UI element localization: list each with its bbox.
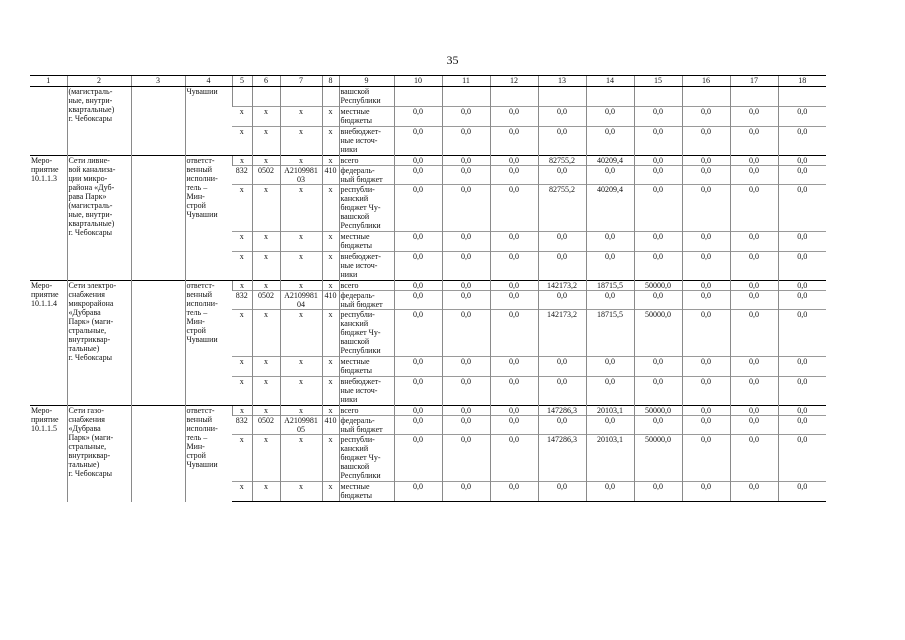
funding-source: внебюджет- ные источ- ники [339, 377, 394, 406]
funding-source: всего [339, 281, 394, 291]
table-row [30, 281, 826, 291]
amount-cell: 0,0 [682, 232, 730, 252]
amount-cell: 0,0 [682, 252, 730, 281]
column-header: 9 [339, 76, 394, 87]
amount-cell: 0,0 [490, 482, 538, 502]
classification-code: x [252, 185, 280, 232]
amount-cell: 0,0 [394, 252, 442, 281]
budget-table [30, 75, 826, 502]
amount-cell: 0,0 [634, 185, 682, 232]
classification-code: x [280, 310, 322, 357]
column-header: 3 [131, 76, 185, 87]
amount-cell: 0,0 [490, 435, 538, 482]
classification-code [252, 87, 280, 107]
classification-code: x [322, 107, 339, 127]
amount-cell: 0,0 [730, 107, 778, 127]
amount-cell: 0,0 [538, 232, 586, 252]
amount-cell: 0,0 [490, 291, 538, 310]
amount-cell: 0,0 [394, 166, 442, 185]
classification-code: x [252, 156, 280, 166]
item-code: Меро- приятие 10.1.1.5 [30, 406, 67, 502]
funding-source: внебюджет- ные источ- ники [339, 252, 394, 281]
responsible-executor: ответст- венный исполни- тель – Мин- строй Чувашии [185, 281, 232, 406]
classification-code: x [252, 357, 280, 377]
amount-cell: 0,0 [682, 310, 730, 357]
classification-code: x [252, 281, 280, 291]
amount-cell: 0,0 [682, 357, 730, 377]
table-body [30, 76, 826, 502]
classification-code: x [280, 127, 322, 156]
funding-source: местные бюджеты [339, 357, 394, 377]
amount-cell: 0,0 [682, 281, 730, 291]
amount-cell: 0,0 [538, 166, 586, 185]
amount-cell: 0,0 [634, 156, 682, 166]
classification-code: 0502 [252, 166, 280, 185]
amount-cell: 0,0 [538, 377, 586, 406]
funding-source: федераль- ный бюджет [339, 416, 394, 435]
amount-cell: 0,0 [442, 281, 490, 291]
column-header: 2 [67, 76, 131, 87]
amount-cell: 0,0 [442, 482, 490, 502]
classification-code: x [252, 406, 280, 416]
classification-code: x [280, 435, 322, 482]
amount-cell: 0,0 [586, 416, 634, 435]
classification-code: x [322, 185, 339, 232]
amount-cell: 0,0 [634, 377, 682, 406]
classification-code: x [280, 107, 322, 127]
amount-cell: 0,0 [730, 127, 778, 156]
amount-cell: 0,0 [730, 310, 778, 357]
amount-cell: 0,0 [586, 357, 634, 377]
amount-cell: 50000,0 [634, 310, 682, 357]
classification-code: x [280, 377, 322, 406]
amount-cell: 0,0 [394, 185, 442, 232]
amount-cell: 0,0 [634, 482, 682, 502]
empty-cell [131, 281, 185, 406]
amount-cell: 0,0 [394, 416, 442, 435]
classification-code: 0502 [252, 416, 280, 435]
amount-cell: 0,0 [730, 291, 778, 310]
funding-source: вашской Республики [339, 87, 394, 107]
amount-cell: 0,0 [442, 107, 490, 127]
amount-cell: 0,0 [442, 406, 490, 416]
amount-cell: 0,0 [682, 291, 730, 310]
amount-cell: 0,0 [442, 377, 490, 406]
amount-cell: 0,0 [778, 416, 826, 435]
column-header: 7 [280, 76, 322, 87]
amount-cell: 0,0 [442, 291, 490, 310]
funding-source: республи- канский бюджет Чу- вашской Республики [339, 185, 394, 232]
amount-cell: 0,0 [634, 107, 682, 127]
amount-cell: 0,0 [730, 166, 778, 185]
classification-code [322, 87, 339, 107]
amount-cell: 0,0 [490, 107, 538, 127]
amount-cell: 0,0 [778, 127, 826, 156]
amount-cell [778, 87, 826, 107]
classification-code: x [252, 377, 280, 406]
amount-cell: 0,0 [490, 156, 538, 166]
classification-code: x [280, 232, 322, 252]
amount-cell: 0,0 [778, 357, 826, 377]
column-header: 17 [730, 76, 778, 87]
amount-cell: 50000,0 [634, 435, 682, 482]
amount-cell: 0,0 [586, 166, 634, 185]
amount-cell: 0,0 [634, 166, 682, 185]
column-header: 8 [322, 76, 339, 87]
amount-cell: 0,0 [778, 406, 826, 416]
amount-cell: 0,0 [490, 127, 538, 156]
classification-code [232, 87, 252, 107]
amount-cell: 0,0 [490, 416, 538, 435]
classification-code: 832 [232, 166, 252, 185]
amount-cell [730, 87, 778, 107]
amount-cell: 0,0 [442, 232, 490, 252]
classification-code: x [322, 310, 339, 357]
amount-cell: 0,0 [778, 482, 826, 502]
amount-cell: 0,0 [778, 435, 826, 482]
classification-code: x [232, 232, 252, 252]
funding-source: местные бюджеты [339, 232, 394, 252]
amount-cell: 0,0 [394, 156, 442, 166]
column-header: 12 [490, 76, 538, 87]
classification-code: x [252, 435, 280, 482]
amount-cell: 0,0 [394, 127, 442, 156]
amount-cell: 0,0 [634, 416, 682, 435]
amount-cell: 0,0 [682, 435, 730, 482]
amount-cell: 0,0 [442, 156, 490, 166]
item-code: Меро- приятие 10.1.1.4 [30, 281, 67, 406]
classification-code: x [280, 156, 322, 166]
amount-cell: 0,0 [730, 435, 778, 482]
classification-code: x [322, 281, 339, 291]
amount-cell: 0,0 [634, 232, 682, 252]
amount-cell: 0,0 [778, 281, 826, 291]
classification-code: x [322, 357, 339, 377]
amount-cell: 0,0 [394, 357, 442, 377]
column-header: 15 [634, 76, 682, 87]
item-code [30, 87, 67, 156]
amount-cell: 0,0 [538, 291, 586, 310]
amount-cell: 0,0 [490, 357, 538, 377]
table-row [30, 87, 826, 107]
amount-cell: 0,0 [778, 310, 826, 357]
column-header: 18 [778, 76, 826, 87]
amount-cell: 0,0 [682, 406, 730, 416]
amount-cell: 0,0 [730, 406, 778, 416]
amount-cell: 0,0 [682, 166, 730, 185]
classification-code: 832 [232, 416, 252, 435]
funding-source: всего [339, 406, 394, 416]
column-header: 5 [232, 76, 252, 87]
amount-cell: 0,0 [778, 377, 826, 406]
amount-cell: 0,0 [394, 377, 442, 406]
amount-cell [394, 87, 442, 107]
empty-cell [131, 406, 185, 502]
classification-code: x [322, 156, 339, 166]
classification-code: x [232, 156, 252, 166]
classification-code: x [252, 107, 280, 127]
responsible-executor: ответст- венный исполни- тель – Мин- строй Чувашии [185, 156, 232, 281]
column-header: 16 [682, 76, 730, 87]
amount-cell: 0,0 [730, 416, 778, 435]
amount-cell: 0,0 [778, 107, 826, 127]
classification-code: x [232, 185, 252, 232]
classification-code [280, 87, 322, 107]
amount-cell: 0,0 [586, 252, 634, 281]
amount-cell: 0,0 [730, 156, 778, 166]
amount-cell: 0,0 [682, 416, 730, 435]
amount-cell: 0,0 [394, 406, 442, 416]
table-row [30, 406, 826, 416]
amount-cell: 0,0 [538, 107, 586, 127]
amount-cell: 0,0 [490, 166, 538, 185]
amount-cell: 0,0 [682, 107, 730, 127]
classification-code: x [232, 310, 252, 357]
amount-cell: 50000,0 [634, 406, 682, 416]
amount-cell: 0,0 [394, 232, 442, 252]
column-header: 6 [252, 76, 280, 87]
funding-source: республи- канский бюджет Чу- вашской Республики [339, 435, 394, 482]
amount-cell: 0,0 [730, 357, 778, 377]
column-header: 4 [185, 76, 232, 87]
table-row [30, 156, 826, 166]
column-header-row [30, 76, 826, 87]
classification-code: А2109981 03 [280, 166, 322, 185]
amount-cell: 0,0 [490, 310, 538, 357]
amount-cell: 0,0 [586, 377, 634, 406]
item-name: Сети ливне- вой канализа- ции микро- района «Дуб- рава Парк» (магистраль- ные, внутри- квартальные) г. Чебоксары [67, 156, 131, 281]
item-name: (магистраль- ные, внутри- квартальные) г. Чебоксары [67, 87, 131, 156]
classification-code: x [232, 357, 252, 377]
classification-code: А2109981 05 [280, 416, 322, 435]
amount-cell: 0,0 [490, 406, 538, 416]
amount-cell: 20103,1 [586, 406, 634, 416]
amount-cell: 0,0 [394, 482, 442, 502]
column-header: 11 [442, 76, 490, 87]
classification-code: x [280, 252, 322, 281]
classification-code: x [252, 482, 280, 502]
amount-cell: 0,0 [634, 291, 682, 310]
classification-code: x [322, 435, 339, 482]
amount-cell: 40209,4 [586, 185, 634, 232]
funding-source: федераль- ный бюджет [339, 291, 394, 310]
amount-cell: 0,0 [538, 482, 586, 502]
amount-cell [682, 87, 730, 107]
funding-source: федераль- ный бюджет [339, 166, 394, 185]
amount-cell: 0,0 [682, 377, 730, 406]
amount-cell [634, 87, 682, 107]
classification-code: 410 [322, 416, 339, 435]
funding-source: всего [339, 156, 394, 166]
amount-cell: 40209,4 [586, 156, 634, 166]
amount-cell: 20103,1 [586, 435, 634, 482]
amount-cell: 0,0 [442, 416, 490, 435]
classification-code: x [252, 232, 280, 252]
classification-code: 410 [322, 166, 339, 185]
responsible-executor: ответст- венный исполни- тель – Мин- строй Чувашии [185, 406, 232, 502]
classification-code: x [322, 232, 339, 252]
classification-code: x [322, 377, 339, 406]
classification-code: x [232, 482, 252, 502]
amount-cell: 0,0 [682, 156, 730, 166]
classification-code: x [322, 127, 339, 156]
funding-source: местные бюджеты [339, 482, 394, 502]
amount-cell: 0,0 [490, 185, 538, 232]
amount-cell: 18715,5 [586, 281, 634, 291]
funding-source: внебюджет- ные источ- ники [339, 127, 394, 156]
classification-code: x [322, 482, 339, 502]
amount-cell [490, 87, 538, 107]
amount-cell [586, 87, 634, 107]
amount-cell: 147286,3 [538, 435, 586, 482]
amount-cell: 0,0 [490, 281, 538, 291]
amount-cell: 0,0 [586, 482, 634, 502]
amount-cell: 0,0 [538, 252, 586, 281]
amount-cell: 0,0 [778, 185, 826, 232]
column-header: 10 [394, 76, 442, 87]
classification-code: x [322, 252, 339, 281]
amount-cell: 0,0 [634, 252, 682, 281]
classification-code: x [280, 406, 322, 416]
amount-cell: 0,0 [682, 482, 730, 502]
column-header: 14 [586, 76, 634, 87]
amount-cell: 0,0 [778, 291, 826, 310]
amount-cell [442, 87, 490, 107]
amount-cell: 0,0 [394, 435, 442, 482]
funding-source: республи- канский бюджет Чу- вашской Республики [339, 310, 394, 357]
column-header: 1 [30, 76, 67, 87]
classification-code: x [252, 310, 280, 357]
amount-cell: 0,0 [442, 127, 490, 156]
classification-code: x [232, 406, 252, 416]
classification-code: x [232, 281, 252, 291]
amount-cell: 0,0 [730, 482, 778, 502]
amount-cell: 0,0 [730, 232, 778, 252]
amount-cell: 50000,0 [634, 281, 682, 291]
amount-cell: 0,0 [778, 156, 826, 166]
amount-cell: 0,0 [538, 357, 586, 377]
classification-code: x [322, 406, 339, 416]
amount-cell: 0,0 [442, 435, 490, 482]
classification-code: x [232, 377, 252, 406]
classification-code: x [280, 482, 322, 502]
amount-cell: 0,0 [634, 357, 682, 377]
classification-code: 832 [232, 291, 252, 310]
amount-cell: 147286,3 [538, 406, 586, 416]
amount-cell: 0,0 [730, 252, 778, 281]
amount-cell: 0,0 [490, 377, 538, 406]
responsible-executor: Чувашии [185, 87, 232, 156]
classification-code: x [232, 252, 252, 281]
amount-cell: 0,0 [442, 357, 490, 377]
empty-cell [131, 156, 185, 281]
classification-code: А2109981 04 [280, 291, 322, 310]
amount-cell: 142173,2 [538, 281, 586, 291]
amount-cell: 82755,2 [538, 185, 586, 232]
amount-cell: 0,0 [394, 107, 442, 127]
classification-code: x [280, 281, 322, 291]
amount-cell: 0,0 [442, 185, 490, 232]
item-name: Сети электро- снабжения микрорайона «Дубрава Парк» (маги- стральные, внутриквар- тальные) г. Чебоксары [67, 281, 131, 406]
funding-source: местные бюджеты [339, 107, 394, 127]
classification-code: x [252, 127, 280, 156]
amount-cell: 0,0 [634, 127, 682, 156]
amount-cell: 0,0 [778, 166, 826, 185]
amount-cell: 0,0 [730, 185, 778, 232]
amount-cell: 0,0 [394, 291, 442, 310]
amount-cell: 0,0 [442, 310, 490, 357]
amount-cell: 0,0 [682, 127, 730, 156]
amount-cell: 0,0 [490, 252, 538, 281]
classification-code: x [252, 252, 280, 281]
amount-cell: 0,0 [586, 107, 634, 127]
amount-cell: 0,0 [586, 232, 634, 252]
amount-cell: 0,0 [490, 232, 538, 252]
classification-code: x [232, 435, 252, 482]
amount-cell: 82755,2 [538, 156, 586, 166]
amount-cell: 0,0 [538, 127, 586, 156]
amount-cell: 0,0 [730, 377, 778, 406]
empty-cell [131, 87, 185, 156]
amount-cell: 0,0 [442, 166, 490, 185]
classification-code: x [232, 107, 252, 127]
item-code: Меро- приятие 10.1.1.3 [30, 156, 67, 281]
amount-cell: 0,0 [538, 416, 586, 435]
classification-code: x [280, 357, 322, 377]
classification-code: 410 [322, 291, 339, 310]
amount-cell: 0,0 [394, 281, 442, 291]
classification-code: 0502 [252, 291, 280, 310]
amount-cell: 0,0 [394, 310, 442, 357]
amount-cell: 0,0 [586, 291, 634, 310]
amount-cell [538, 87, 586, 107]
amount-cell: 0,0 [778, 252, 826, 281]
item-name: Сети газо- снабжения «Дубрава Парк» (маги- стральные, внутриквар- тальные) г. Чебоксары [67, 406, 131, 502]
classification-code: x [280, 185, 322, 232]
page-number: 35 [446, 53, 459, 67]
column-header: 13 [538, 76, 586, 87]
amount-cell: 0,0 [682, 185, 730, 232]
amount-cell: 0,0 [442, 252, 490, 281]
amount-cell: 142173,2 [538, 310, 586, 357]
amount-cell: 0,0 [586, 127, 634, 156]
amount-cell: 18715,5 [586, 310, 634, 357]
amount-cell: 0,0 [778, 232, 826, 252]
classification-code: x [232, 127, 252, 156]
amount-cell: 0,0 [730, 281, 778, 291]
